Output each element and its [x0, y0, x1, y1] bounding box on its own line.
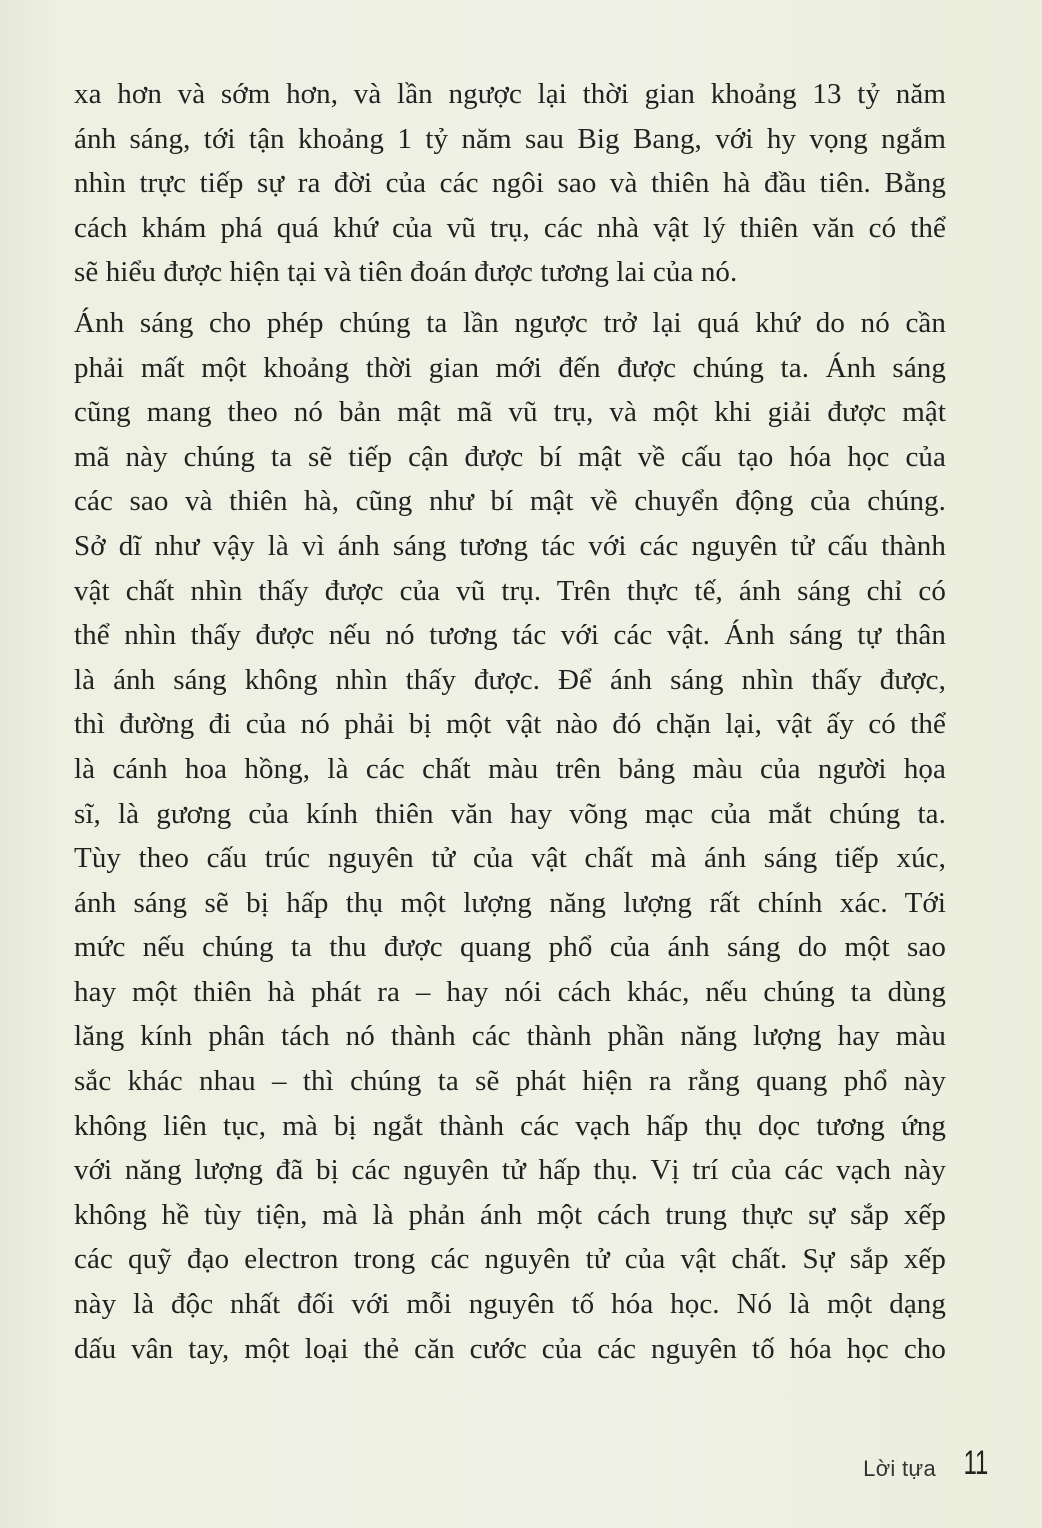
paragraph-line: sĩ, là gương của kính thiên văn hay võng mạc của mắt chúng ta. [74, 797, 946, 830]
paragraph-line: là ánh sáng không nhìn thấy được. Để ánh sáng nhìn thấy được, [74, 663, 946, 696]
paragraph-line: xa hơn và sớm hơn, và lần ngược lại thời gian khoảng 13 tỷ năm [74, 78, 946, 110]
paragraph-line: ánh sáng, tới tận khoảng 1 tỷ năm sau Big Bang, với hy vọng ngắm [74, 122, 946, 155]
paragraph-line: dấu vân tay, một loại thẻ căn cước của các nguyên tố hóa học cho [74, 1332, 946, 1365]
section-label: Lời tựa [863, 1456, 936, 1481]
paragraph-line: không liên tục, mà bị ngắt thành các vạch hấp thụ dọc tương ứng [74, 1109, 946, 1142]
page-footer [0, 1442, 1042, 1492]
paragraph-line: vật chất nhìn thấy được của vũ trụ. Trên thực tế, ánh sáng chỉ có [74, 574, 946, 607]
paragraph-line: Ánh sáng cho phép chúng ta lần ngược trở lại quá khứ do nó cần [74, 306, 946, 339]
paragraph-line: Sở dĩ như vậy là vì ánh sáng tương tác với các nguyên tử cấu thành [74, 529, 946, 562]
paragraph-line: thì đường đi của nó phải bị một vật nào đó chặn lại, vật ấy có thể [74, 708, 946, 741]
paragraph-line: mức nếu chúng ta thu được quang phổ của ánh sáng do một sao [74, 931, 946, 964]
paragraph-line: ánh sáng sẽ bị hấp thụ một lượng năng lượng rất chính xác. Tới [74, 886, 946, 919]
page-number: 11 [963, 1444, 988, 1482]
paragraph-2 [74, 301, 946, 1371]
paragraph-line: Tùy theo cấu trúc nguyên tử của vật chất mà ánh sáng tiếp xúc, [74, 842, 946, 875]
paragraph-1 [74, 72, 946, 295]
paragraph-line: là cánh hoa hồng, là các chất màu trên bảng màu của người họa [74, 752, 946, 785]
paragraph-line: các quỹ đạo electron trong các nguyên tử của vật chất. Sự sắp xếp [74, 1243, 946, 1276]
paragraph-line: cũng mang theo nó bản mật mã vũ trụ, và một khi giải được mật [74, 396, 946, 429]
paragraph-line: này là độc nhất đối với mỗi nguyên tố hóa học. Nó là một dạng [74, 1288, 946, 1321]
paragraph-line: các sao và thiên hà, cũng như bí mật về chuyển động của chúng. [74, 485, 946, 518]
body-text [74, 72, 946, 1371]
paragraph-line: lăng kính phân tách nó thành các thành phần năng lượng hay màu [74, 1020, 946, 1053]
paragraph-line: thể nhìn thấy được nếu nó tương tác với các vật. Ánh sáng tự thân [74, 619, 946, 652]
paragraph-line: không hề tùy tiện, mà là phản ánh một cách trung thực sự sắp xếp [74, 1198, 946, 1231]
paragraph-line: cách khám phá quá khứ của vũ trụ, các nhà vật lý thiên văn có thể [74, 211, 946, 244]
paragraph-line: với năng lượng đã bị các nguyên tử hấp thụ. Vị trí của các vạch này [74, 1154, 946, 1187]
paragraph-line: nhìn trực tiếp sự ra đời của các ngôi sao và thiên hà đầu tiên. Bằng [74, 167, 946, 200]
paragraph-line: sẽ hiểu được hiện tại và tiên đoán được tương lai của nó. [74, 256, 738, 289]
paragraph-line: hay một thiên hà phát ra – hay nói cách khác, nếu chúng ta dùng [74, 975, 946, 1008]
paragraph-line: sắc khác nhau – thì chúng ta sẽ phát hiện ra rằng quang phổ này [74, 1065, 946, 1098]
paragraph-line: phải mất một khoảng thời gian mới đến được chúng ta. Ánh sáng [74, 351, 946, 384]
paragraph-line: mã này chúng ta sẽ tiếp cận được bí mật về cấu tạo hóa học của [74, 440, 946, 473]
